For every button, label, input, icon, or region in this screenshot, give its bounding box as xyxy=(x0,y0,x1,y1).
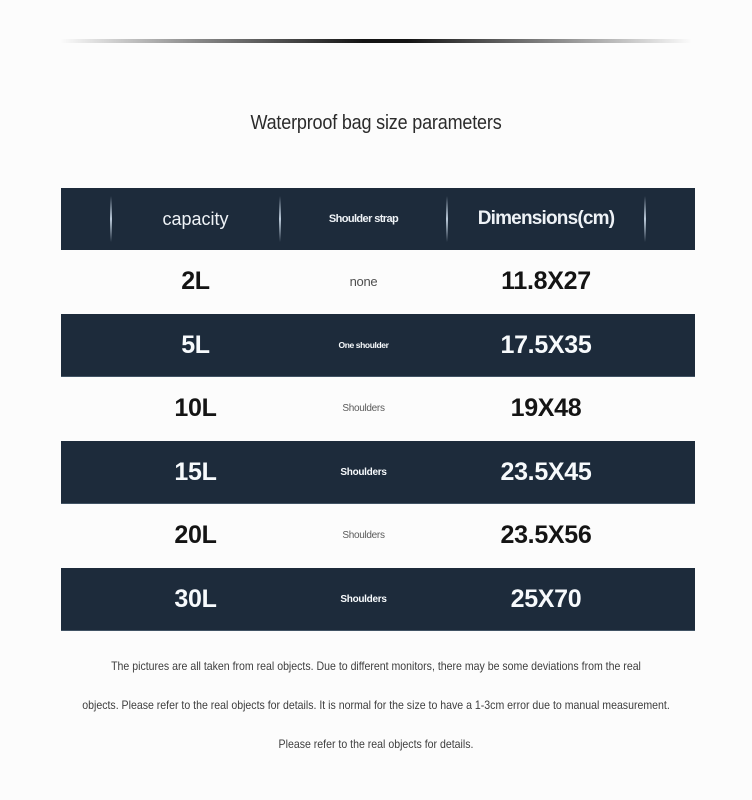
footer-line: Please refer to the real objects for details. xyxy=(278,737,474,751)
strap-value: Shoulders xyxy=(340,466,387,478)
dimensions-value: 11.8X27 xyxy=(501,267,591,296)
table-row xyxy=(61,314,695,378)
dimensions-value: 19X48 xyxy=(510,394,582,423)
footer-line: objects. Please refer to the real objects for details. It is normal for the size to have a 1-3cm error due to manual measurement. xyxy=(82,698,670,712)
table-body xyxy=(61,250,695,631)
header-divider-icon xyxy=(110,196,112,242)
table-row xyxy=(61,377,695,441)
table-row xyxy=(61,441,695,505)
table-header-row xyxy=(61,188,695,250)
top-divider-line xyxy=(60,39,692,43)
strap-value: Shoulders xyxy=(342,530,385,542)
table-row xyxy=(61,250,695,314)
capacity-value: 15L xyxy=(174,457,217,486)
dimensions-value: 17.5X35 xyxy=(500,330,592,359)
table-row xyxy=(61,568,695,632)
capacity-value: 5L xyxy=(181,330,210,359)
header-strap: Shoulder strap xyxy=(328,213,399,225)
footer-note xyxy=(0,659,752,776)
size-table xyxy=(61,188,695,631)
footer-line: The pictures are all taken from real objects. Due to different monitors, there may be some deviations from the real xyxy=(111,659,641,673)
strap-value: One shoulder xyxy=(338,340,389,351)
dimensions-value: 23.5X56 xyxy=(500,521,592,550)
header-divider-icon xyxy=(279,196,281,242)
header-dimensions: Dimensions(cm) xyxy=(477,208,615,229)
capacity-value: 20L xyxy=(174,521,217,550)
table-row xyxy=(61,504,695,568)
capacity-value: 10L xyxy=(174,394,217,423)
dimensions-value: 23.5X45 xyxy=(500,457,592,486)
header-divider-icon xyxy=(446,196,448,242)
header-divider-icon xyxy=(644,196,646,242)
strap-value: Shoulders xyxy=(342,403,385,415)
dimensions-value: 25X70 xyxy=(510,584,582,613)
capacity-value: 2L xyxy=(181,267,210,296)
capacity-value: 30L xyxy=(174,584,217,613)
page-title: Waterproof bag size parameters xyxy=(250,112,502,134)
header-capacity: capacity xyxy=(162,208,229,229)
strap-value: none xyxy=(349,274,378,290)
strap-value: Shoulders xyxy=(340,593,387,605)
